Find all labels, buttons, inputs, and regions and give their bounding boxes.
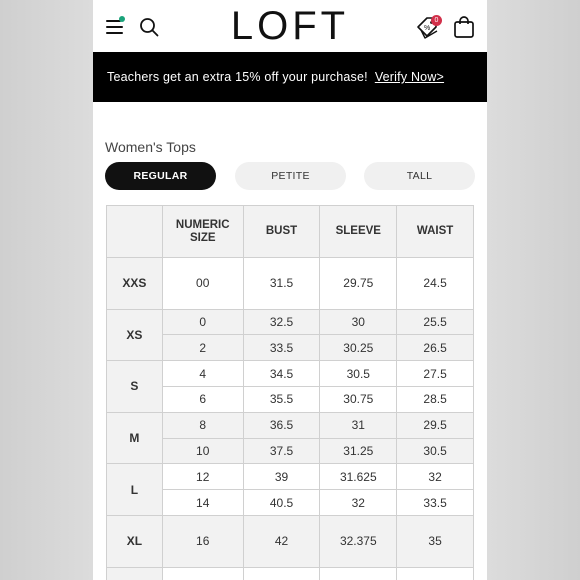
fit-tabs: [105, 162, 475, 190]
waist-cell: 27.5: [397, 361, 474, 387]
tab-regular[interactable]: REGULAR: [105, 162, 216, 190]
sleeve-cell: 30.75: [320, 386, 397, 412]
bust-cell: 32.5: [243, 309, 320, 335]
table-row: [107, 258, 474, 310]
bust-cell: 34.5: [243, 361, 320, 387]
table-row: [107, 464, 474, 490]
sleeve-cell: 30.25: [320, 335, 397, 361]
shopping-bag-icon[interactable]: [453, 16, 475, 38]
waist-cell: 33.5: [397, 490, 474, 516]
size-label: [107, 567, 163, 580]
numeric-size-cell: [162, 567, 243, 580]
table-row: [107, 386, 474, 412]
promo-banner: [93, 52, 487, 102]
size-label: XXS: [107, 258, 163, 310]
sleeve-cell: 31.625: [320, 464, 397, 490]
table-row: [107, 567, 474, 580]
bust-cell: 35.5: [243, 386, 320, 412]
waist-cell: 29.5: [397, 412, 474, 438]
numeric-size-cell: 16: [162, 515, 243, 567]
sleeve-cell: 29.75: [320, 258, 397, 310]
numeric-size-cell: 10: [162, 438, 243, 464]
numeric-size-cell: 0: [162, 309, 243, 335]
numeric-size-cell: 14: [162, 490, 243, 516]
bust-cell: 37.5: [243, 438, 320, 464]
background-right: [487, 0, 580, 580]
numeric-size-cell: 4: [162, 361, 243, 387]
header-size: [107, 206, 163, 258]
bust-cell: 40.5: [243, 490, 320, 516]
waist-cell: 28.5: [397, 386, 474, 412]
waist-cell: [397, 567, 474, 580]
bust-cell: 33.5: [243, 335, 320, 361]
header-numeric-size: NUMERIC SIZE: [162, 206, 243, 258]
header-bust: BUST: [243, 206, 320, 258]
bust-cell: [243, 567, 320, 580]
table-row: [107, 515, 474, 567]
numeric-size-cell: 6: [162, 386, 243, 412]
sleeve-cell: [320, 567, 397, 580]
sleeve-cell: 31: [320, 412, 397, 438]
table-row: [107, 490, 474, 516]
header-sleeve: SLEEVE: [320, 206, 397, 258]
numeric-size-cell: 2: [162, 335, 243, 361]
sleeve-cell: 32.375: [320, 515, 397, 567]
site-header: [93, 0, 487, 52]
numeric-size-cell: 8: [162, 412, 243, 438]
table-row: [107, 438, 474, 464]
header-waist: WAIST: [397, 206, 474, 258]
size-label: L: [107, 464, 163, 516]
size-label: S: [107, 361, 163, 413]
loft-logo[interactable]: LOFT: [230, 4, 350, 48]
size-label: XL: [107, 515, 163, 567]
bust-cell: 39: [243, 464, 320, 490]
waist-cell: 30.5: [397, 438, 474, 464]
size-chart-table: [106, 205, 474, 580]
bust-cell: 31.5: [243, 258, 320, 310]
numeric-size-cell: 00: [162, 258, 243, 310]
phone-screen: [93, 0, 487, 580]
tab-petite[interactable]: PETITE: [235, 162, 346, 190]
table-row: [107, 412, 474, 438]
sleeve-cell: 30.5: [320, 361, 397, 387]
verify-now-link[interactable]: Verify Now>: [374, 70, 445, 84]
size-label: M: [107, 412, 163, 464]
bust-cell: 36.5: [243, 412, 320, 438]
section-title: Women's Tops: [105, 139, 196, 155]
promo-text: Teachers get an extra 15% off your purchase!: [107, 70, 368, 84]
waist-cell: 26.5: [397, 335, 474, 361]
waist-cell: 25.5: [397, 309, 474, 335]
sleeve-cell: 31.25: [320, 438, 397, 464]
numeric-size-cell: 12: [162, 464, 243, 490]
offers-count-badge: 0: [431, 15, 442, 26]
waist-cell: 32: [397, 464, 474, 490]
waist-cell: 35: [397, 515, 474, 567]
table-row: [107, 309, 474, 335]
svg-text:%: %: [424, 25, 431, 32]
sleeve-cell: 32: [320, 490, 397, 516]
size-label: XS: [107, 309, 163, 361]
tab-tall[interactable]: TALL: [364, 162, 475, 190]
bust-cell: 42: [243, 515, 320, 567]
table-row: [107, 335, 474, 361]
waist-cell: 24.5: [397, 258, 474, 310]
sleeve-cell: 30: [320, 309, 397, 335]
table-row: [107, 361, 474, 387]
background-left: [0, 0, 93, 580]
